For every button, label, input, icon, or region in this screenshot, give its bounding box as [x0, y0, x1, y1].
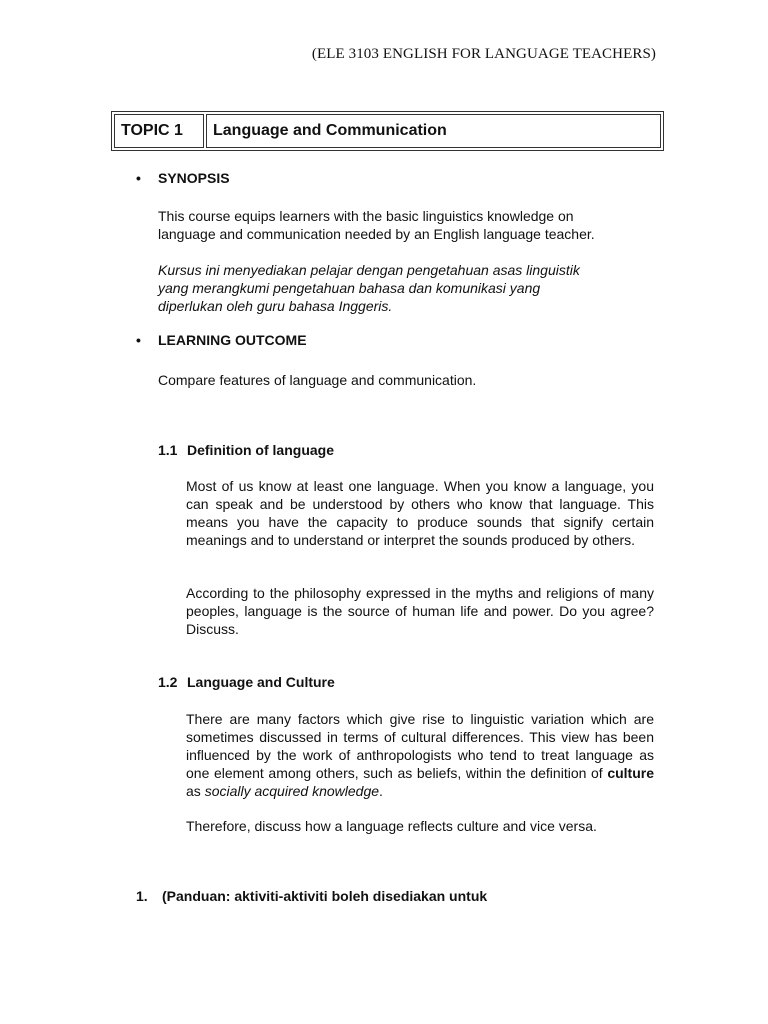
synopsis-heading: SYNOPSIS: [158, 170, 230, 186]
learning-outcome-heading-line: [136, 332, 307, 348]
section-1-2-heading: [158, 674, 335, 690]
synopsis-malay-line: diperlukan oleh guru bahasa Inggeris.: [158, 298, 393, 314]
culture-text-part: as: [186, 783, 205, 799]
section-title: Language and Culture: [187, 674, 335, 690]
synopsis-heading-line: [136, 170, 230, 186]
topic-title: Language and Communication: [206, 114, 661, 148]
guidance-line: [136, 888, 487, 904]
culture-text-part: There are many factors which give rise to linguistic variation which are sometimes discussed in terms of cultural differences. This view has been influenced by the work of anthropologists who tend to treat language as one element among others, such as beliefs, within the definition of: [186, 711, 654, 781]
topic-table: [111, 111, 664, 151]
culture-italic-term: socially acquired knowledge: [204, 783, 380, 799]
bullet-icon: •: [136, 170, 141, 186]
section-1-1-para1: Most of us know at least one language. When you know a language, you can speak and be understood by others who know that language. This means you have the capacity to produce sounds that signify certain meanings and to understand or interpret the sounds produced by others.: [186, 478, 654, 548]
topic-number: TOPIC 1: [114, 114, 204, 148]
section-title: Definition of language: [187, 442, 334, 458]
course-header: (ELE 3103 ENGLISH FOR LANGUAGE TEACHERS): [311, 46, 656, 62]
culture-bold-term: culture: [607, 765, 654, 781]
synopsis-malay-line: yang merangkumi pengetahuan bahasa dan komunikasi yang: [158, 280, 541, 296]
guidance-number: 1.: [136, 888, 148, 904]
synopsis-english-line: language and communication needed by an English language teacher.: [158, 226, 595, 242]
section-1-1-heading: [158, 442, 334, 458]
section-number: 1.1: [158, 442, 178, 458]
learning-outcome-text: Compare features of language and communication.: [158, 372, 477, 388]
synopsis-english: [158, 207, 648, 243]
synopsis-malay: [158, 261, 648, 315]
section-1-1-para2: According to the philosophy expressed in the myths and religions of many peoples, language is the source of human life and power. Do you agree? Discuss.: [186, 585, 654, 637]
guidance-text: (Panduan: aktiviti-aktiviti boleh disediakan untuk: [162, 888, 488, 904]
section-1-2-para1: [186, 710, 654, 800]
section-1-2-para2: Therefore, discuss how a language reflects culture and vice versa.: [186, 818, 597, 834]
bullet-icon: •: [136, 332, 141, 348]
synopsis-english-line: This course equips learners with the basic linguistics knowledge on: [158, 208, 574, 224]
culture-text-part: .: [379, 783, 383, 799]
learning-outcome-heading: LEARNING OUTCOME: [158, 332, 307, 348]
section-number: 1.2: [158, 674, 178, 690]
synopsis-malay-line: Kursus ini menyediakan pelajar dengan pengetahuan asas linguistik: [158, 262, 580, 278]
